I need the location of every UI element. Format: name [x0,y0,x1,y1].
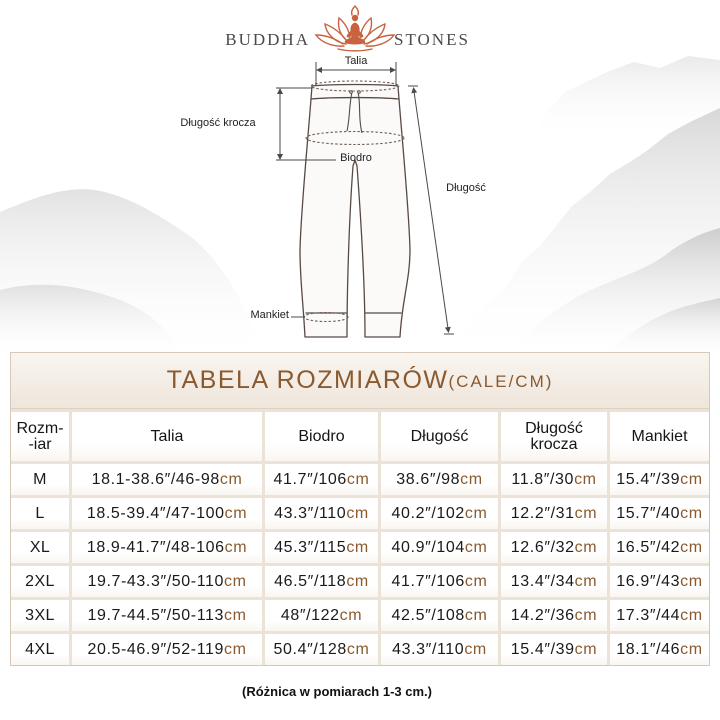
size-label: 3XL [11,600,69,631]
size-label: L [11,498,69,529]
cuff-value [610,532,709,563]
hip-unit: cm [346,572,369,590]
length-number: 42.5″/108 [391,606,465,624]
header-hip-text: Biodro [298,427,345,445]
length-value [381,634,498,665]
waist-value [72,532,262,563]
table-title-text: TABELA ROZMIARÓW [166,366,449,394]
waist-value [72,498,262,529]
cuff-unit: cm [680,538,703,556]
header-crotch-line1: Długość [525,419,583,437]
waist-unit: cm [219,470,243,488]
hip-unit: cm [346,504,369,522]
length-unit: cm [464,606,488,624]
waist-value [72,566,262,597]
hip-unit: cm [346,470,370,488]
hip-number: 45.3″/115 [274,538,347,556]
header-size [11,412,69,461]
cuff-number: 17.3″/44 [616,606,681,624]
header-size-line1: Rozm- [16,419,64,437]
header-hip [265,412,378,461]
length-number: 43.3″/110 [392,640,465,658]
length-number: 41.7″/106 [391,572,465,590]
cuff-unit: cm [680,504,703,522]
length-unit: cm [464,538,488,556]
size-label: XL [11,532,69,563]
lotus-meditation-icon [316,6,394,51]
cuff-value [610,566,709,597]
hip-value [265,566,378,597]
crotch-length-number: 12.2″/31 [510,504,575,522]
header-cuff [610,412,709,461]
cuff-unit: cm [680,470,703,488]
hip-number: 48″/122 [280,606,340,624]
table-row [11,566,709,597]
hip-value [265,464,378,495]
hip-number: 43.3″/110 [274,504,347,522]
waist-unit: cm [224,640,247,658]
waist-number: 18.5-39.4″/47-100 [86,504,225,522]
crotch-length-number: 11.8″/30 [511,470,575,488]
measurement-note: (Różnica w pomiarach 1-3 cm.) [242,684,432,699]
hip-unit: cm [339,606,363,624]
waist-unit: cm [224,538,248,556]
header-crotch-line2: krocza [530,435,578,453]
waist-value [72,600,262,631]
crotch-length-number: 14.2″/36 [510,606,575,624]
hip-value [265,532,378,563]
hip-unit: cm [346,538,369,556]
length-value [381,498,498,529]
length-unit: cm [464,572,488,590]
waist-unit: cm [224,504,248,522]
crotch-length-unit: cm [574,640,598,658]
length-number: 40.2″/102 [391,504,465,522]
header-length [381,412,498,461]
header-waist [72,412,262,461]
crotch-length-value [501,600,607,631]
waist-number: 19.7-44.5″/50-113 [87,606,225,624]
size-chart-table [10,352,710,666]
size-label: M [11,464,69,495]
length-unit: cm [464,640,487,658]
crotch-length-unit: cm [574,504,598,522]
waist-unit: cm [224,572,247,590]
crotch-length-value [501,464,607,495]
brand-name-left: BUDDHA [225,30,310,49]
crotch-length-value [501,566,607,597]
table-title [11,353,709,409]
cuff-number: 18.1″/46 [616,640,681,658]
length-number: 38.6″/98 [396,470,461,488]
hip-number: 50.4″/128 [273,640,347,658]
pants-size-diagram [0,0,720,350]
waist-number: 18.9-41.7″/48-106 [86,538,225,556]
waist-number: 18.1-38.6″/46-98 [91,470,220,488]
waist-number: 20.5-46.9″/52-119 [87,640,225,658]
cuff-unit: cm [680,606,703,624]
cuff-number: 16.5″/42 [616,538,681,556]
cuff-label: Mankiet [250,309,289,321]
hip-number: 46.5″/118 [274,572,347,590]
length-number: 40.9″/104 [391,538,465,556]
header-length-text: Długość [410,427,469,445]
length-value [381,532,498,563]
crotch-length-unit: cm [574,572,598,590]
cuff-number: 15.7″/40 [616,504,681,522]
length-label: Długość [446,182,486,194]
table-body [11,464,709,665]
hip-value [265,634,378,665]
header-size-line2: -iar [28,435,52,453]
cuff-number: 15.4″/39 [616,470,681,488]
length-value [381,566,498,597]
size-label: 4XL [11,634,69,665]
waist-unit: cm [224,606,247,624]
length-unit: cm [464,504,488,522]
crotch-length-unit: cm [574,538,598,556]
table-row [11,634,709,665]
cuff-unit: cm [680,572,703,590]
size-label: 2XL [11,566,69,597]
cuff-value [610,634,709,665]
cuff-value [610,464,709,495]
length-unit: cm [460,470,483,488]
hip-unit: cm [346,640,370,658]
crotch-length-value [501,634,607,665]
waist-number: 19.7-43.3″/50-110 [87,572,225,590]
table-row [11,464,709,495]
header-waist-text: Talia [150,427,184,445]
header-crotch-length [501,412,607,461]
table-header-row [11,412,709,461]
cuff-value [610,600,709,631]
crotch-length-unit: cm [574,470,597,488]
hip-number: 41.7″/106 [273,470,347,488]
table-row [11,498,709,529]
table-row [11,532,709,563]
hip-label: Biodro [340,152,372,164]
table-row [11,600,709,631]
crotch-length-number: 15.4″/39 [510,640,575,658]
hip-value [265,498,378,529]
pants-outline [300,85,410,338]
hip-value [265,600,378,631]
crotch-length-value [501,498,607,529]
header-cuff-text: Mankiet [631,427,688,445]
table-title-unit: (CALE/CM) [448,372,554,391]
crotch-length-label: Długość krocza [180,117,256,129]
cuff-value [610,498,709,529]
crotch-length-number: 12.6″/32 [510,538,575,556]
brand-name-right: STONES [394,30,470,49]
crotch-length-number: 13.4″/34 [510,572,575,590]
waist-value [72,464,262,495]
length-value [381,600,498,631]
waist-value [72,634,262,665]
cuff-unit: cm [680,640,703,658]
crotch-length-unit: cm [574,606,598,624]
length-value [381,464,498,495]
crotch-length-value [501,532,607,563]
cuff-number: 16.9″/43 [616,572,681,590]
waist-label: Talia [344,55,368,67]
